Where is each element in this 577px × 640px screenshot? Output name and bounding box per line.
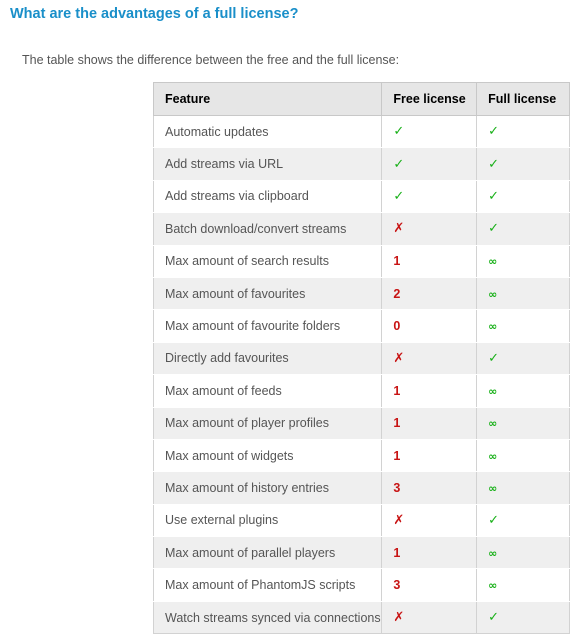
free-license-cell bbox=[382, 342, 477, 374]
free-license-cell bbox=[382, 407, 477, 439]
full-license-cell bbox=[477, 213, 570, 245]
full-license-cell bbox=[477, 569, 570, 601]
full-license-cell bbox=[477, 601, 570, 633]
infinity-icon: ∞ bbox=[488, 579, 498, 593]
feature-cell: Max amount of player profiles bbox=[154, 407, 382, 439]
check-mark-icon: ✓ bbox=[488, 610, 500, 626]
full-license-cell bbox=[477, 439, 570, 471]
free-license-cell bbox=[382, 148, 477, 180]
free-license-cell bbox=[382, 277, 477, 309]
infinity-icon: ∞ bbox=[488, 417, 498, 431]
full-license-cell bbox=[477, 245, 570, 277]
free-license-cell bbox=[382, 375, 477, 407]
full-license-cell bbox=[477, 537, 570, 569]
table-row bbox=[154, 439, 570, 471]
count-value: 2 bbox=[393, 286, 401, 301]
check-mark-icon: ✓ bbox=[488, 156, 500, 172]
full-license-cell bbox=[477, 504, 570, 536]
count-value: 0 bbox=[393, 319, 401, 334]
table-row bbox=[154, 310, 570, 342]
feature-cell: Add streams via URL bbox=[154, 148, 382, 180]
intro-text: The table shows the difference between the free and the full license: bbox=[22, 53, 400, 67]
free-license-cell bbox=[382, 504, 477, 536]
table-body bbox=[154, 116, 570, 634]
feature-cell: Use external plugins bbox=[154, 504, 382, 536]
full-license-cell bbox=[477, 342, 570, 374]
feature-cell: Max amount of search results bbox=[154, 245, 382, 277]
full-license-cell bbox=[477, 375, 570, 407]
count-value: 1 bbox=[393, 254, 401, 269]
cross-mark-icon: ✗ bbox=[393, 350, 405, 366]
infinity-icon: ∞ bbox=[488, 255, 498, 269]
full-license-cell bbox=[477, 148, 570, 180]
full-license-cell bbox=[477, 407, 570, 439]
page-heading: What are the advantages of a full license? bbox=[10, 6, 299, 22]
table-row bbox=[154, 342, 570, 374]
table-header-row bbox=[154, 83, 570, 116]
feature-cell: Max amount of PhantomJS scripts bbox=[154, 569, 382, 601]
table-row bbox=[154, 148, 570, 180]
free-license-cell bbox=[382, 213, 477, 245]
header-free-license: Free license bbox=[382, 83, 477, 116]
check-mark-icon: ✓ bbox=[393, 124, 405, 140]
full-license-cell bbox=[477, 310, 570, 342]
infinity-icon: ∞ bbox=[488, 287, 498, 301]
free-license-cell bbox=[382, 601, 477, 633]
table-row bbox=[154, 213, 570, 245]
infinity-icon: ∞ bbox=[488, 481, 498, 495]
check-mark-icon: ✓ bbox=[488, 350, 500, 366]
table-row bbox=[154, 569, 570, 601]
table-row bbox=[154, 277, 570, 309]
cross-mark-icon: ✗ bbox=[393, 610, 405, 626]
count-value: 1 bbox=[393, 383, 401, 398]
table-row bbox=[154, 537, 570, 569]
count-value: 1 bbox=[393, 545, 401, 560]
header-feature: Feature bbox=[154, 83, 382, 116]
free-license-cell bbox=[382, 537, 477, 569]
count-value: 3 bbox=[393, 578, 401, 593]
cross-mark-icon: ✗ bbox=[393, 512, 405, 528]
count-value: 1 bbox=[393, 416, 401, 431]
license-comparison-table bbox=[153, 82, 570, 634]
check-mark-icon: ✓ bbox=[488, 124, 500, 140]
free-license-cell bbox=[382, 245, 477, 277]
full-license-cell bbox=[477, 116, 570, 148]
infinity-icon: ∞ bbox=[488, 546, 498, 560]
feature-cell: Directly add favourites bbox=[154, 342, 382, 374]
count-value: 1 bbox=[393, 448, 401, 463]
check-mark-icon: ✓ bbox=[488, 221, 500, 237]
header-full-license: Full license bbox=[477, 83, 570, 116]
feature-cell: Max amount of favourite folders bbox=[154, 310, 382, 342]
free-license-cell bbox=[382, 310, 477, 342]
feature-cell: Max amount of history entries bbox=[154, 472, 382, 504]
feature-cell: Max amount of favourites bbox=[154, 277, 382, 309]
feature-cell: Batch download/convert streams bbox=[154, 213, 382, 245]
feature-cell: Max amount of parallel players bbox=[154, 537, 382, 569]
table-row bbox=[154, 180, 570, 212]
feature-cell: Watch streams synced via connections bbox=[154, 601, 382, 633]
full-license-cell bbox=[477, 180, 570, 212]
table-row bbox=[154, 601, 570, 633]
feature-cell: Add streams via clipboard bbox=[154, 180, 382, 212]
feature-cell: Max amount of widgets bbox=[154, 439, 382, 471]
feature-cell: Max amount of feeds bbox=[154, 375, 382, 407]
table-row bbox=[154, 504, 570, 536]
table-row bbox=[154, 407, 570, 439]
check-mark-icon: ✓ bbox=[488, 512, 500, 528]
infinity-icon: ∞ bbox=[488, 320, 498, 334]
feature-cell: Automatic updates bbox=[154, 116, 382, 148]
full-license-cell bbox=[477, 277, 570, 309]
count-value: 3 bbox=[393, 480, 401, 495]
free-license-cell bbox=[382, 180, 477, 212]
check-mark-icon: ✓ bbox=[393, 156, 405, 172]
table-row bbox=[154, 245, 570, 277]
free-license-cell bbox=[382, 569, 477, 601]
free-license-cell bbox=[382, 116, 477, 148]
check-mark-icon: ✓ bbox=[488, 188, 500, 204]
free-license-cell bbox=[382, 472, 477, 504]
infinity-icon: ∞ bbox=[488, 384, 498, 398]
free-license-cell bbox=[382, 439, 477, 471]
check-mark-icon: ✓ bbox=[393, 188, 405, 204]
table-row bbox=[154, 375, 570, 407]
cross-mark-icon: ✗ bbox=[393, 221, 405, 237]
infinity-icon: ∞ bbox=[488, 449, 498, 463]
table-row bbox=[154, 116, 570, 148]
table-row bbox=[154, 472, 570, 504]
full-license-cell bbox=[477, 472, 570, 504]
